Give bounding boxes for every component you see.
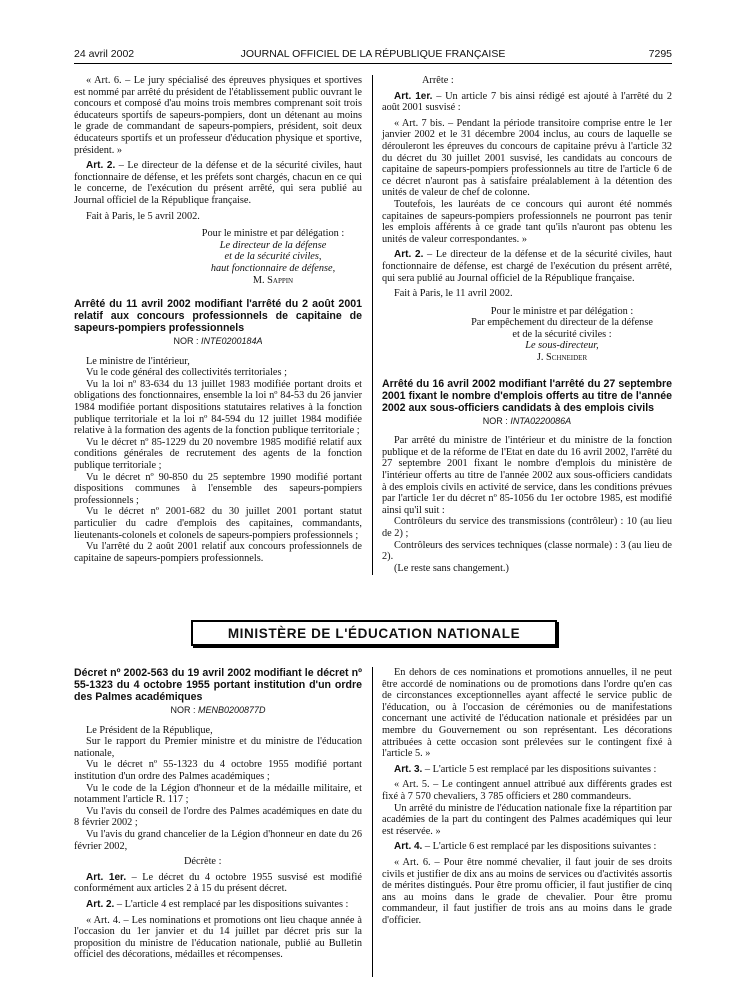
fait-line: Fait à Paris, le 5 avril 2002. [86,210,200,222]
nor-line [74,336,362,348]
hors-nominations-paragraph: En dehors de ces nominations et promotions annuelles, il ne peut être accordé de nominations ou de promotions dans l'ordre qu'en cas de circonstances exceptionnelles ayant affecté le service public de l'éducation, ou à l'occasion de cérémonies ou de manifestations concernant une activité de l'éducation nationale et présidées par un membre du Gouvernement ou son représentant. Les décorations attribuées à cette occasion sont prélevées sur le contingent fixé à l'article 5. » [382,667,672,760]
vu-code-legion: Vu le code de la Légion d'honneur et de la médaille militaire, et notamment l'article R. 117 ; [74,782,362,806]
decret-art2 [74,899,362,911]
visa-2: Vu la loi nº 83-634 du 13 juillet 1983 modifiée portant droits et obligations des fonctionnaires, ensemble la loi nº 84-53 du 26 janvier 1984 modifiée portant dispositions statutaires relatives à la fonction publique territoriale et la loi nº 84-594 du 12 juillet 1984 modifiée relative à la formation des agents de la fonction publique territoriale ; [74,378,362,437]
visa-minister: Le ministre de l'intérieur, [86,355,190,367]
art2-text: – Le directeur de la défense et de la sécurité civiles, haut fonctionnaire de défense, et les préfets sont chargés, chacun en ce qui le concerne, de l'exécution du présent arrêté, qui sera publié au Journal officiel de la République française. [74,160,362,206]
repartition-paragraph: Un arrêté du ministre de l'éducation nationale fixe la répartition par académies de la part du contingent des Palmes académiques qui leur est réservée. » [382,802,672,837]
visa-3: Vu le décret nº 85-1229 du 20 novembre 1985 modifié relatif aux conditions générales de recrutement des agents de la fonction publique territoriale ; [74,436,362,472]
header-date: 24 avril 2002 [74,48,135,60]
nor-code-right: INTA0220086A [510,415,572,426]
controleurs-techniques: Contrôleurs des services techniques (classe normale) : 3 (au lieu de 2). [382,539,672,563]
nor-label-decret: NOR : [170,705,198,715]
page-header [74,48,672,62]
visa-4: Vu le décret nº 90-850 du 25 septembre 1990 modifié portant dispositions communes à l'ensemble des sapeurs-pompiers professionnels ; [74,471,362,506]
column-divider-bottom [372,667,373,977]
art2-label-right: Art. 2. [394,249,424,261]
art2-label: Art. 2. [86,160,116,172]
fait-line-right: Fait à Paris, le 11 avril 2002. [394,288,513,300]
art4-quote: « Art. 4. – Les nominations et promotions ont lieu chaque année à l'occasion du 1er janvier et du 14 juillet par décret pris sur la proposition du ministre de l'éducation nationale, publié au Bulletin officiel des décorations, médailles et récompenses. [74,914,362,961]
art1-label: Art. 1er. [394,90,433,102]
art5-quote: « Art. 5. – Le contingent annuel attribué aux différents grades est fixé à 7 570 chevaliers, 3 785 officiers et 280 commandeurs. [382,779,672,802]
decret-art3 [382,764,672,776]
decret-art1-text: – Le décret du 4 octobre 1955 susvisé est modifié conformément aux articles 2 à 15 du présent décret. [74,871,362,895]
vu-avis-conseil: Vu l'avis du conseil de l'ordre des Palmes académiques en date du 8 février 2002 ; [74,805,362,829]
art1-paragraph [382,91,672,114]
signature-block-right [452,306,672,364]
signature-line-2: Le directeur de la défense [219,239,327,251]
decret-art2-label: Art. 2. [86,898,115,910]
top-left-column [74,75,362,564]
bottom-left-column [74,667,362,961]
decret-art3-text: – L'article 5 est remplacé par les dispositions suivantes : [422,763,657,775]
art6-quote: « Art. 6. – Le jury spécialisé des épreuves physiques et sportives est nommé par arrêté du président de l'établissement public ouvrant le concours et composé d'au moins trois membres comprenant soit trois éducateurs sportifs de sapeurs-pompiers, dont un détenant au moins le grade de commandant de sapeurs-pompiers, président, soit deux éducateurs sportifs et un professeur d'éducation physique et sportive, président. » [74,75,362,156]
nor-label: NOR : [173,336,201,347]
president-line: Le Président de la République, [86,724,213,736]
signature-right-line-4: Le sous-directeur, [525,340,599,352]
vu-avis-chancelier: Vu l'avis du grand chancelier de la Légion d'honneur en date du 26 février 2002, [74,828,362,852]
signature-line-3: et de la sécurité civiles, [224,251,322,263]
toutefois-paragraph: Toutefois, les lauréats de ce concours qui auront été nommés capitaines de sapeurs-pompiers professionnels ne pourront pas tenir les emplois afférents à ce grade tant qu'ils n'auront pas obtenu les unités de valeur correspondantes. » [382,198,672,245]
bottom-right-column [382,667,672,926]
decret-art1 [74,872,362,895]
art7bis-quote: « Art. 7 bis. – Pendant la période transitoire comprise entre le 1er janvier 2002 et le 31 décembre 2004 inclus, au cours de laquelle se dérouleront les épreuves du concours de capitaine prévu à l'article 32 du décret du 30 juillet 2001 susvisé, les candidats au concours de capitaine de sapeurs-pompiers professionnels au titre de l'article 6 de ce décret n'auront pas à satisfaire préalablement à la détention des unités de valeur de chef de colonne. [382,117,672,199]
nor-line-right [382,416,672,428]
decrete-label: Décrète : [184,856,222,868]
art2-paragraph [74,160,362,206]
signature-right-line-1: Pour le ministre et par délégation : [490,305,634,317]
decret-art4 [382,841,672,853]
decret-art1-label: Art. 1er. [86,871,127,883]
rapport-line: Sur le rapport du Premier ministre et du ministre de l'éducation nationale, [74,736,362,759]
header-rule [74,63,672,64]
signature-line-4: haut fonctionnaire de défense, [210,262,336,274]
nor-code: INTE0200184A [200,336,263,347]
visa-1: Vu le code général des collectivités territoriales ; [86,367,287,379]
nor-line-decret [74,705,362,717]
decret-title: Décret nº 2002-563 du 19 avril 2002 modifiant le décret nº 55-1323 du 4 octobre 1955 portant institution d'un ordre des Palmes académiques [74,667,362,703]
visa-6: Vu l'arrêté du 2 août 2001 relatif aux concours professionnels de capitaine de sapeurs-pompiers professionnels. [74,541,362,564]
nor-code-decret: MENB0200877D [197,705,266,715]
arrete-16-avril-title: Arrêté du 16 avril 2002 modifiant l'arrêté du 27 septembre 2001 fixant le nombre d'emplois offerts au titre de l'année 2002 aux sous-officiers candidats à des emplois civils [382,377,672,414]
visa-5: Vu le décret nº 2001-682 du 30 juillet 2001 portant statut particulier du cadre d'emplois des capitaines, commandants, lieutenants-colonels et colonels de sapeurs-pompiers professionnels ; [74,506,362,541]
decret-art3-label: Art. 3. [394,763,423,775]
top-right-column [382,75,672,574]
arrete-label: Arrête : [422,75,454,86]
ministry-banner: MINISTÈRE DE L'ÉDUCATION NATIONALE [191,620,557,646]
signature-name: M. Sappin [252,274,294,286]
nor-label-right: NOR : [482,415,511,426]
vu-decret-1955: Vu le décret nº 55-1323 du 4 octobre 1955 modifié portant institution d'un ordre des Palmes académiques ; [74,759,362,782]
signature-right-line-3: et de la sécurité civiles : [512,328,612,340]
decret-art4-label: Art. 4. [394,841,423,853]
header-journal-title: JOURNAL OFFICIEL DE LA RÉPUBLIQUE FRANÇAISE [240,48,506,60]
column-divider-top [372,75,373,575]
header-page-number: 7295 [648,48,672,60]
signature-right-line-2: Par empêchement du directeur de la défense [471,317,653,329]
art6-chevalier-quote: « Art. 6. – Pour être nommé chevalier, il faut jouir de ses droits civils et justifier de dix ans au moins de services ou d'activités assortis de mérites distingués. Pour être promu officier, il faut justifier de cinq ans au moins dans le grade de chevalier. Pour être promu commandeur, il faut justifier de trois ans au moins dans le grade d'officier. [382,856,672,926]
signature-line-1: Pour le ministre et par délégation : [201,228,345,240]
reste-sans-changement: (Le reste sans changement.) [394,562,509,574]
decret-art2-text: – L'article 4 est remplacé par les dispositions suivantes : [114,898,349,910]
art2-paragraph-right [382,249,672,284]
signature-block [184,228,362,286]
controleurs-transmissions: Contrôleurs du service des transmissions (contrôleur) : 10 (au lieu de 2) ; [382,516,672,539]
signature-right-name: J. Schneider [536,352,588,364]
art2-text-right: – Le directeur de la défense et de la sécurité civiles, haut fonctionnaire de défense, est chargé de l'exécution du présent arrêté, qui sera publié au Journal officiel de la République française. [382,249,672,284]
arrete-title: Arrêté du 11 avril 2002 modifiant l'arrêté du 2 août 2001 relatif aux concours professionnels de capitaine de sapeurs-pompiers professionnels [74,298,362,335]
art1-text: – Un article 7 bis ainsi rédigé est ajouté à l'arrêté du 2 août 2001 susvisé : [382,90,672,114]
par-arrete-paragraph: Par arrêté du ministre de l'intérieur et du ministre de la fonction publique et de la réforme de l'Etat en date du 16 avril 2002, l'arrêté du 27 septembre 2001 fixant le nombre d'emplois du ministère de l'intérieur offerts au titre de l'année 2002 aux sous-officiers candidats à des emplois civils en activité de service, dans les conditions prévues par l'article 1er du décret nº 85-1056 du 1er octobre 1985, est modifié ainsi qu'il suit : [382,435,672,516]
decret-art4-text: – L'article 6 est remplacé par les dispositions suivantes : [422,841,657,853]
